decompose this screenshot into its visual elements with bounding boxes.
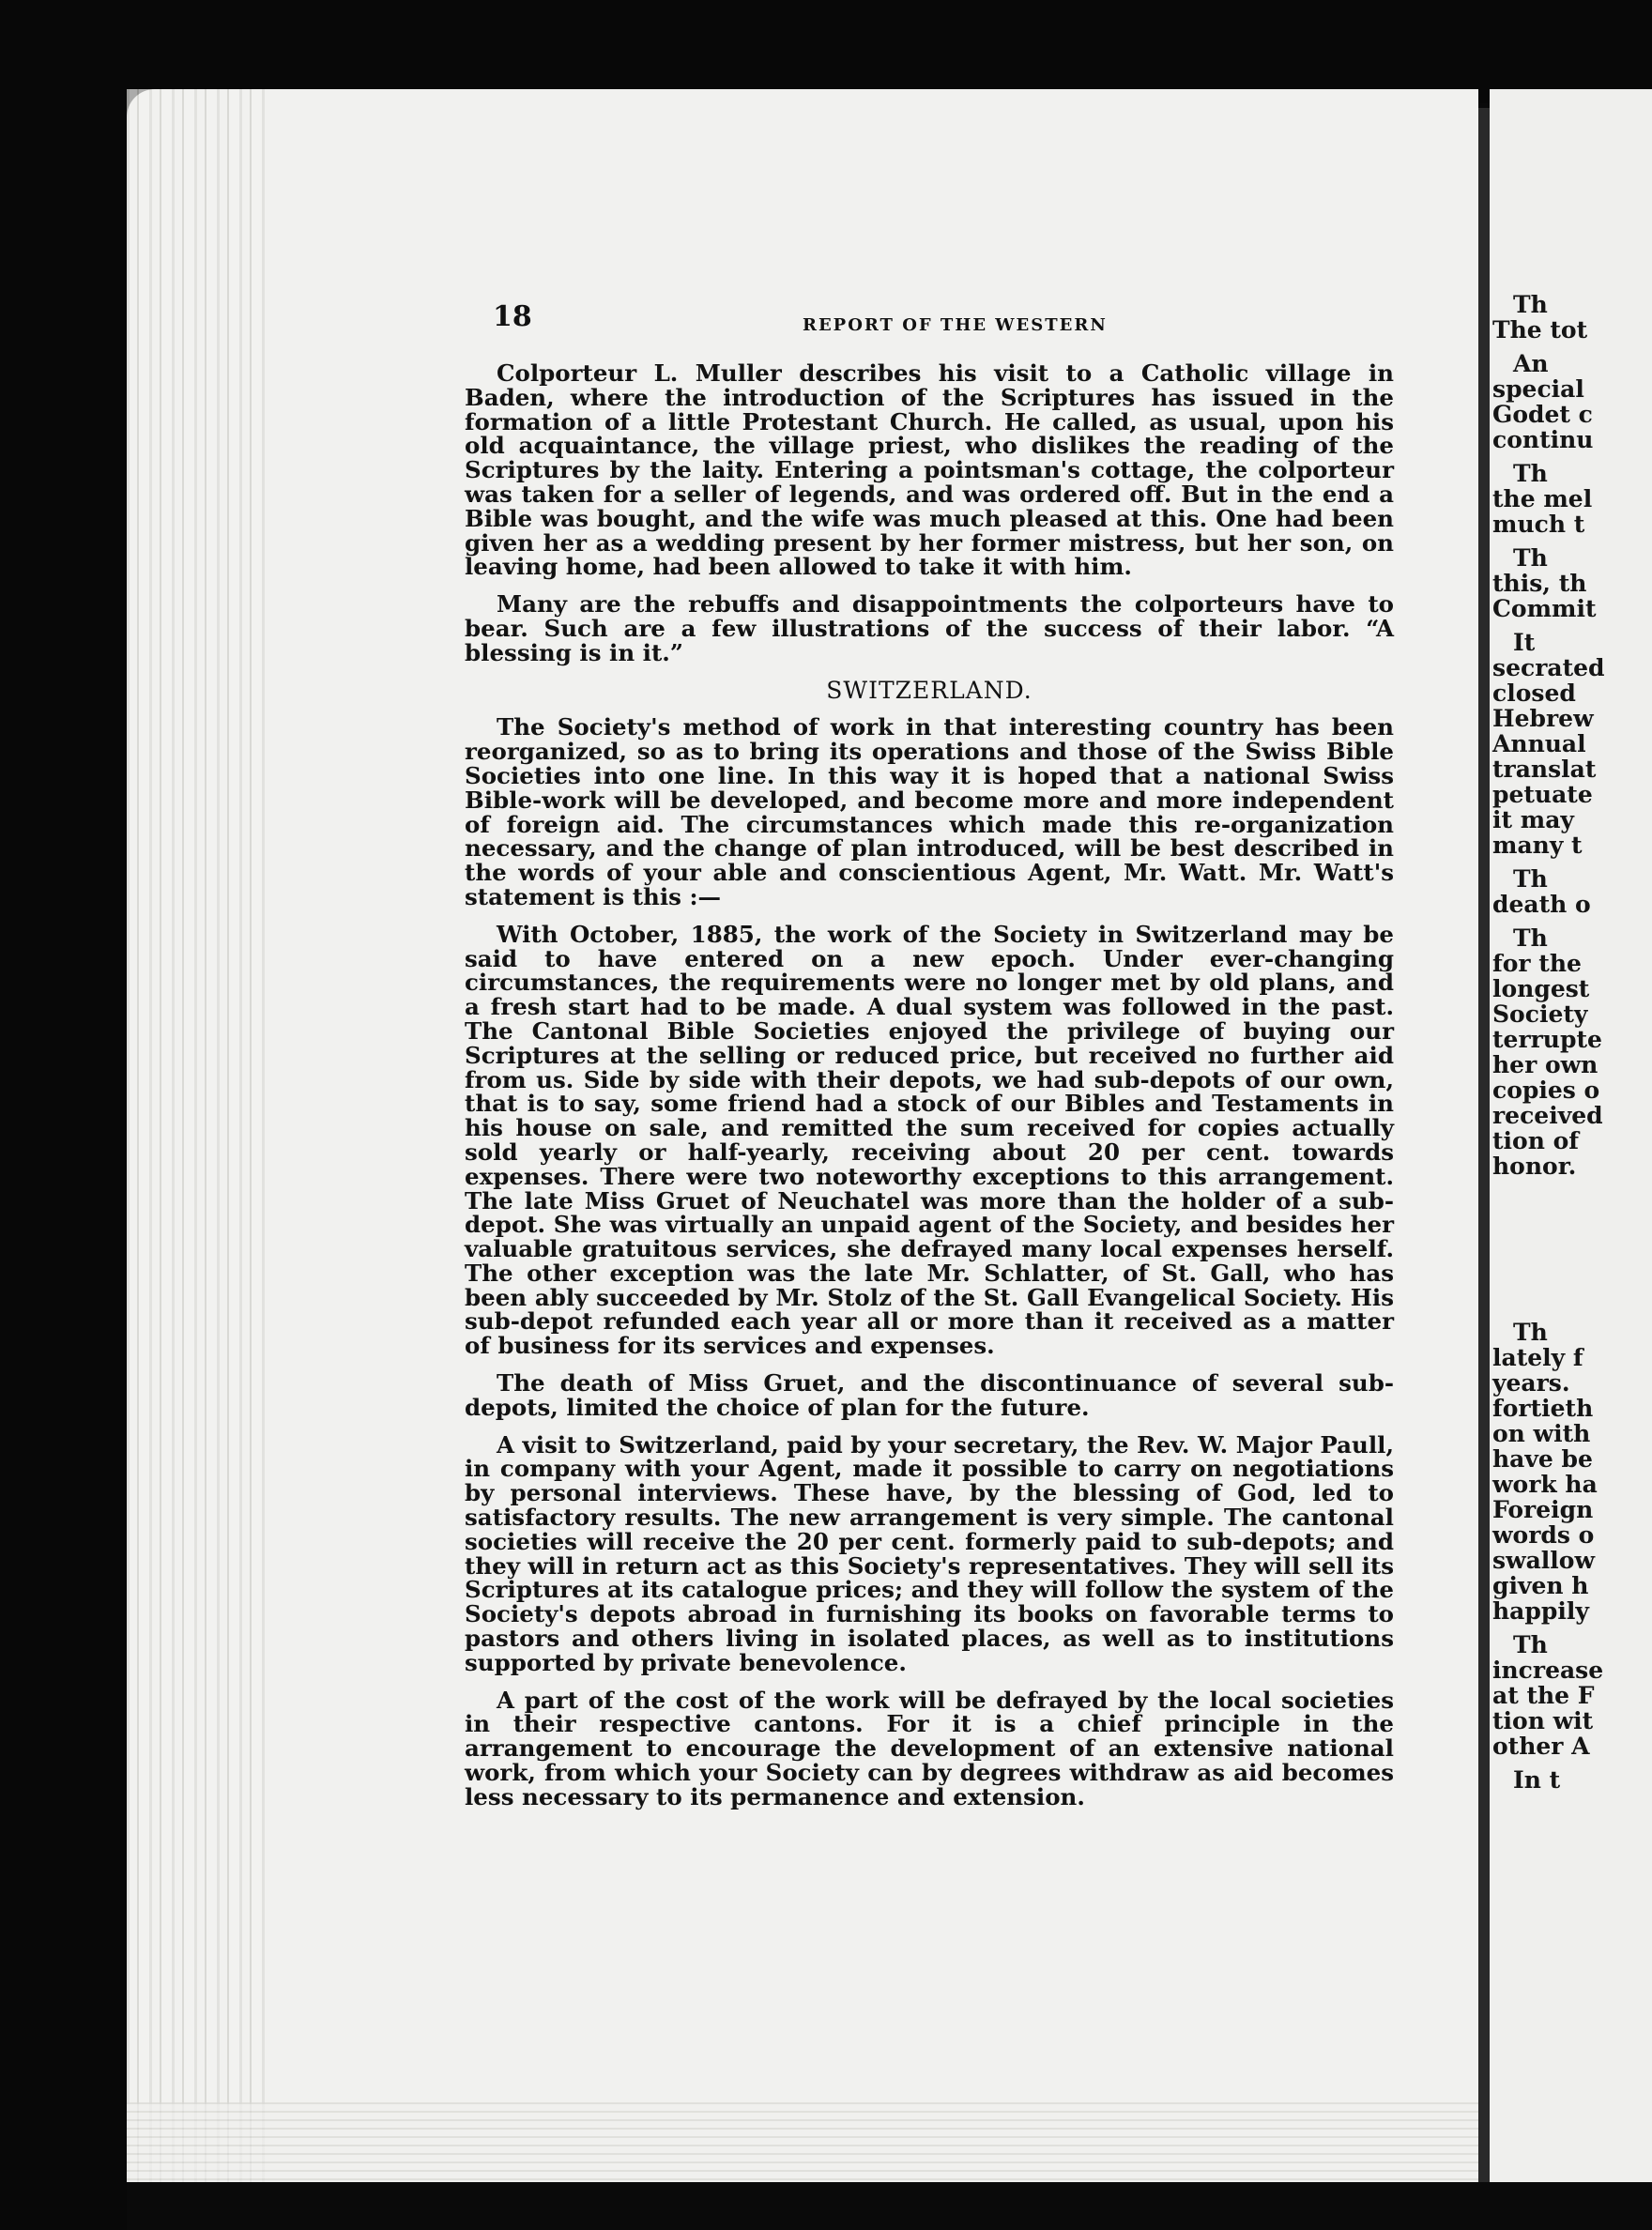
facing-page-text-fragment: Annual [1492, 730, 1586, 757]
facing-page-text-fragment: much t [1492, 511, 1585, 538]
facing-page-text-fragment: An [1513, 350, 1549, 377]
facing-page-text-fragment: special [1492, 375, 1584, 403]
facing-page-text-fragment: Foreign [1492, 1496, 1594, 1523]
facing-page-text-fragment: this, th [1492, 570, 1587, 597]
running-head: REPORT OF THE WESTERN [803, 315, 1108, 335]
facing-page-text-fragment: many t [1492, 832, 1583, 859]
facing-page-text-fragment: her own [1492, 1051, 1598, 1078]
facing-page-text-fragment: terrupte [1492, 1026, 1602, 1053]
facing-page-text-fragment: honor. [1492, 1153, 1577, 1180]
page-bottom-edges [127, 2102, 1478, 2182]
facing-page-text-fragment: fortieth [1492, 1395, 1594, 1422]
facing-page-text-fragment: closed [1492, 680, 1576, 707]
facing-page-text-fragment: tion wit [1492, 1707, 1594, 1734]
scan-background-top [0, 0, 1652, 103]
facing-page [1490, 89, 1652, 2182]
facing-page-text-fragment: received [1492, 1102, 1603, 1129]
paragraph: Colporteur L. Muller describes his visit to a Catholic village in Baden, where the introduction of the Scriptures has issued in the formation of a little Protestant Church. He called, as usual, upon his old acquaintance, the village priest, who dislikes the reading of the Scriptures by the laity. Entering a pointsman's cottage, the colporteur was taken for a seller of legends, and was ordered off. But in the end a Bible was bought, and the wife was much pleased at this. One had been given her as a wedding present by her former mistress, but her son, on leaving home, had been allowed to take it with him. [465, 359, 1394, 581]
facing-page-text-fragment: Society [1492, 1000, 1588, 1028]
facing-page-text-fragment: In t [1513, 1766, 1561, 1794]
facing-page-text-fragment: It [1513, 629, 1536, 656]
facing-page-text-fragment: Th [1513, 1631, 1548, 1658]
facing-page-text-fragment: increase [1492, 1657, 1604, 1684]
facing-page-text-fragment: secrated [1492, 654, 1605, 681]
facing-page-text-fragment: Hebrew [1492, 705, 1594, 732]
paragraph: The Society's method of work in that interesting country has been reorganized, so as to bring its operations and those of the Swiss Bible Societies into one line. In this way it is hoped that a national Swiss Bible-work will be developed, and become more and more independent of foreign aid. The circumstances which made this re-organization necessary, and the change of plan introduced, will be best described in the words of your able and conscientious Agent, Mr. Watt. Mr. Watt's statement is this :— [465, 713, 1394, 910]
facing-page-text-fragment: at the F [1492, 1682, 1595, 1709]
scan-background-left [0, 0, 127, 2230]
facing-page-text-fragment: Th [1513, 291, 1548, 318]
facing-page-text-fragment: Th [1513, 544, 1548, 572]
facing-page-text-fragment: other A [1492, 1733, 1590, 1760]
facing-page-text-fragment: Th [1513, 865, 1548, 893]
book-spine [1478, 108, 1490, 2182]
paragraph: A visit to Switzerland, paid by your secretary, the Rev. W. Major Paull, in company with your Agent, made it possible to carry on negotiations by personal interviews. These have, by the blessing of God, led to satisfactory results. The new arrangement is very simple. The cantonal societies will receive the 20 per cent. formerly paid to sub-depots; and they will in return act as this Society's representatives. They will sell its Scriptures at its catalogue prices; and they will follow the system of the Society's depots abroad in furnishing its books on favorable terms to pastors and others living in isolated places, as well as to institutions supported by private benevolence. [465, 1430, 1394, 1676]
paragraph: With October, 1885, the work of the Society in Switzerland may be said to have entered on a new epoch. Under ever-changing circumstances, the requirements were no longer met by old plans, and a fresh start had to be made. A dual system was followed in the past. The Cantonal Bible Societies enjoyed the privilege of buying our Scriptures at the selling or reduced price, but received no further aid from us. Side by side with their depots, we had sub-depots of our own, that is to say, some friend had a stock of our Bibles and Testaments in his house on sale, and remitted the sum received for copies actually sold yearly or half-yearly, receiving about 20 per cent. towards expenses. There were two noteworthy exceptions to this arrangement. The late Miss Gruet of Neuchatel was more than the holder of a sub-depot. She was virtually an unpaid agent of the Society, and besides her valuable gratuitous services, she defrayed many local expenses herself. The other exception was the late Mr. Schlatter, of St. Gall, who has been ably succeeded by Mr. Stolz of the St. Gall Evangelical Society. His sub-depot refunded each year all or more than it received as a matter of business for its services and expenses. [465, 920, 1394, 1360]
facing-page-text-fragment: translat [1492, 756, 1597, 783]
facing-page-text-fragment: Th [1513, 1319, 1548, 1346]
facing-page-text-fragment: continu [1492, 426, 1594, 453]
facing-page-text-fragment: longest [1492, 975, 1590, 1002]
section-title: SWITZERLAND. [826, 676, 1032, 704]
page-header [493, 300, 1394, 338]
facing-page-text-fragment: tion of [1492, 1127, 1580, 1154]
facing-page-text-fragment: have be [1492, 1445, 1593, 1473]
facing-page-text-fragment: petuate [1492, 781, 1593, 808]
facing-page-text-fragment: Th [1513, 460, 1548, 487]
facing-page-text-fragment: copies o [1492, 1077, 1600, 1104]
paragraph: The death of Miss Gruet, and the discontinuance of several sub-depots, limited the choice of plan for the future. [465, 1369, 1394, 1421]
paragraph: Many are the rebuffs and disappointments the colporteurs have to bear. Such are a few illustrations of the success of their labor. “A blessing is in it.” [465, 590, 1394, 666]
facing-page-text-fragment: on with [1492, 1420, 1591, 1447]
page-body [465, 361, 1394, 1823]
facing-page-text-fragment: Th [1513, 924, 1548, 952]
facing-page-text-fragment: Commit [1492, 595, 1597, 622]
facing-page-text-fragment: given h [1492, 1572, 1589, 1599]
facing-page-text-fragment: death o [1492, 891, 1591, 918]
facing-page-text-fragment: the mel [1492, 485, 1593, 512]
facing-page-text-fragment: words o [1492, 1521, 1595, 1549]
page-number: 18 [493, 300, 532, 333]
paragraph: A part of the cost of the work will be defrayed by the local societies in their respective cantons. For it is a chief principle in the arrangement to encourage the development of an extensive national work, from which your Society can by degrees withdraw as aid becomes less necessary to its permanence and extension. [465, 1686, 1394, 1810]
facing-page-text-fragment: The tot [1492, 316, 1588, 344]
facing-page-text-fragment: happily [1492, 1597, 1589, 1625]
facing-page-text-fragment: Godet c [1492, 401, 1593, 428]
facing-page-text-fragment: for the [1492, 950, 1582, 977]
facing-page-text-fragment: work ha [1492, 1471, 1598, 1498]
page-edge-stack [127, 89, 268, 2182]
facing-page-text-fragment: it may [1492, 806, 1574, 833]
facing-page-text-fragment: years. [1492, 1369, 1570, 1397]
facing-page-text-fragment: lately f [1492, 1344, 1583, 1371]
facing-page-text-fragment: swallow [1492, 1547, 1595, 1574]
